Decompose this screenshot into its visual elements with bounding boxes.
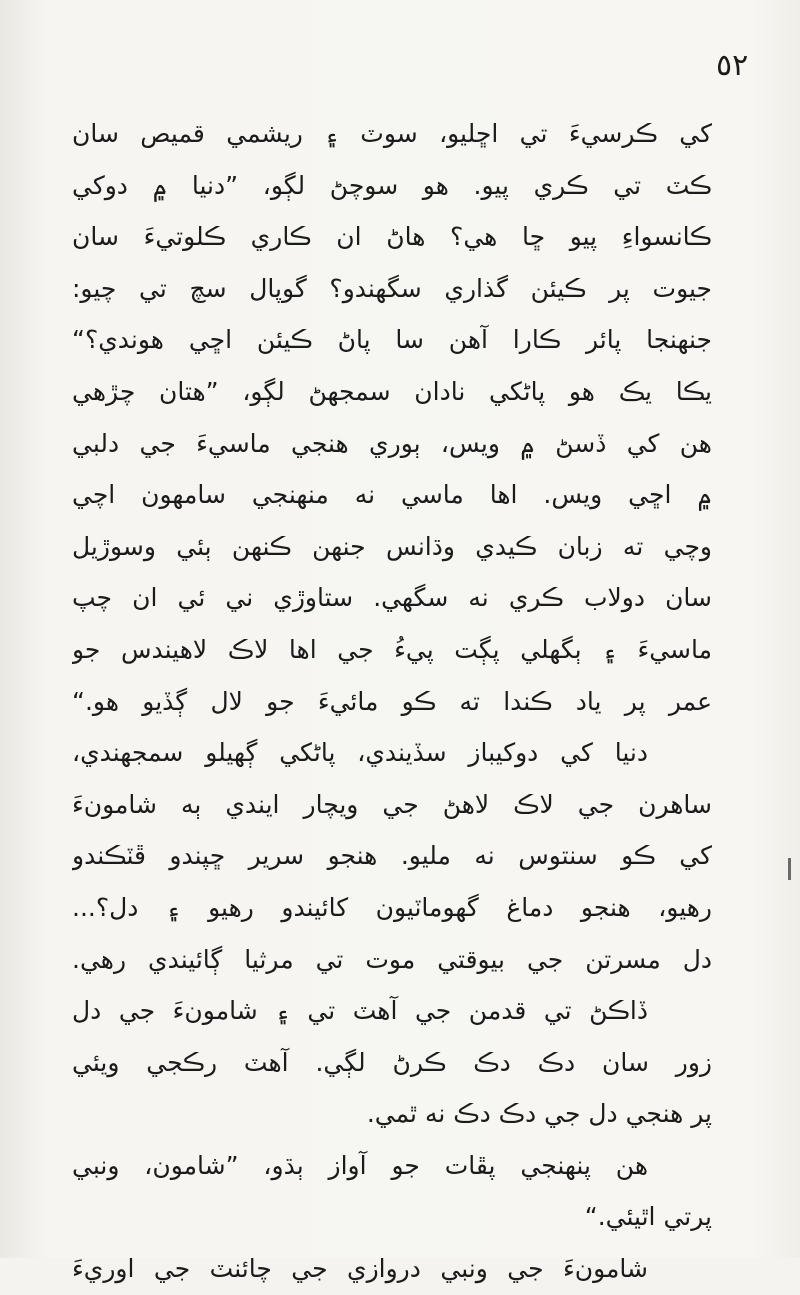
paragraph-start-line: شامونءَ جي ونبي دروازي جي چائنٽ جي اوريءَ: [72, 1254, 648, 1284]
text-line: ساهرن جي لاڪ لاهڻ جي ويچار ايندي ٻه شامونءَ: [72, 789, 712, 819]
text-line: يڪا يڪ هو پاڻکي نادان سمجهڻ لڳو، ”هتان چڙهي: [72, 376, 712, 406]
text-line: عمر پر ياد ڪندا ته ڪو مائيءَ جو لال ڳڏيو هو.“: [72, 686, 712, 716]
text-line: ۾ اڇي ويس. اها ماسي نه منهنجي سامهون اچي: [72, 480, 712, 510]
text-line: ڪٽ تي ڪري پيو. هو سوچڻ لڳو، ”دنيا ۾ دوکي: [72, 170, 712, 200]
paragraph-start-line: هن پنهنجي پڦات جو آواز ٻڌو، ”شامون، ونبي: [72, 1150, 648, 1180]
text-line: زور سان دڪ دڪ ڪرڻ لڳي. آهٽ رڪجي ويئي: [72, 1047, 712, 1077]
text-line: ڪانسواءِ پيو ڇا هي؟ هاڻ ان ڪاري ڪلوتيءَ سان: [72, 222, 712, 252]
text-line: سان دولاب ڪري نه سگهي. ستاوڙي ني ئي ان چپ: [72, 583, 712, 613]
body-text: [72, 108, 712, 1295]
paragraph-start-line: دنيا کي دوکيباز سڏيندي، پاڻکي ڳهيلو سمجهندي،: [72, 738, 648, 768]
page-number: ٥٢: [716, 48, 749, 83]
text-line: هن کي ڏسڻ ۾ ويس، ٻوري هنجي ماسيءَ جي دلبي: [72, 428, 712, 458]
text-line: ماسيءَ ۽ ٻگهلي پڳت پيءُ جي اها لاڪ لاهيندس جو: [72, 634, 712, 664]
text-line: رهيو، هنجو دماغ گهوماٽيون کائيندو رهيو ۽ دل؟...: [72, 892, 712, 922]
paragraph-start-line: ڏاڪڻ تي قدمن جي آهٽ تي ۽ شامونءَ جي دل: [72, 996, 648, 1026]
text-line: دل مسرتن جي بيوقتي موت تي مرثيا ڳائيندي رهي.: [72, 944, 712, 974]
text-line: جيوت پر ڪيئن گذاري سگهندو؟ گوپال سچ تي چيو:: [72, 273, 712, 303]
paragraph-end-line: پر هنجي دل جي دڪ دڪ نه ٿمي.: [366, 1099, 712, 1129]
text-line: جنهنجا پائر ڪارا آهن سا پاڻ ڪيئن اڇي هوندي؟“: [72, 325, 712, 355]
margin-mark: [788, 858, 791, 880]
text-line: وچي ته زبان ڪيدي وڌانس جنهن ڪنهن ٻئي وسوڙيل: [72, 531, 712, 561]
paragraph-end-line: پرتي اٿيئي.“: [584, 1202, 712, 1232]
text-line: کي ڪرسيءَ تي اڇليو، سوٽ ۽ ريشمي قميص سان: [72, 119, 712, 148]
text-line: کي ڪو سنتوس نه مليو. هنجو سرير ڇپندو ڦٽڪندو: [72, 841, 712, 871]
